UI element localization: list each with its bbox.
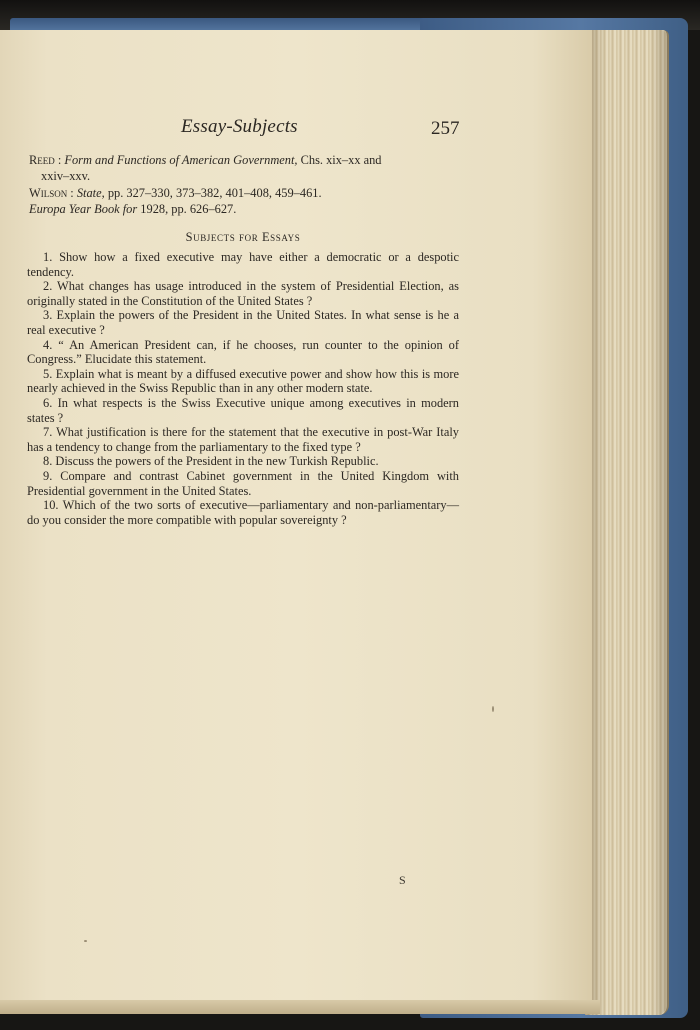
paper-speck	[84, 940, 87, 942]
page-block-shade	[585, 30, 667, 1015]
essay-item: 1. Show how a fixed executive may have either a democratic or a despotic tendency.	[27, 250, 459, 279]
book-page	[0, 30, 592, 1013]
reference-title: State,	[76, 185, 105, 200]
essay-subject-list	[27, 250, 459, 527]
page-number: 257	[431, 118, 460, 139]
reference-list	[29, 152, 461, 217]
running-head	[0, 116, 592, 144]
reference-reed-continued: xxiv–xxv.	[41, 169, 91, 184]
essay-item: 9. Compare and contrast Cabinet government in the United Kingdom with Presidential government in the United States.	[27, 468, 459, 498]
essay-item: 2. What changes has usage introduced in the system of Presidential Election, as originally stated in the Constitution of the United States ?	[27, 279, 459, 308]
essay-item: 7. What justification is there for the statement that the executive in post-War Italy has a tendency to change from the parliamentary to the fixed type ?	[27, 425, 459, 454]
reference-reed	[29, 152, 461, 168]
page-bottom-edge	[0, 1000, 600, 1014]
reference-title: Europa Year Book for	[29, 201, 138, 216]
essay-item: 8. Discuss the powers of the President in the new Turkish Republic.	[43, 454, 379, 469]
signature-mark: S	[399, 873, 406, 887]
essay-item: 4. “ An American President can, if he chooses, run counter to the opinion of Congress.” Elucidate this statement.	[27, 337, 459, 367]
reference-detail: Chs. xix–xx and	[297, 153, 382, 167]
reference-europa	[29, 201, 461, 217]
reference-title: Form and Functions of American Government,	[64, 153, 298, 167]
reference-author: Reed :	[29, 153, 62, 167]
reference-detail: pp. 327–330, 373–382, 401–408, 459–461.	[104, 185, 322, 200]
reference-detail: 1928, pp. 626–627.	[137, 201, 237, 216]
reference-wilson	[29, 185, 461, 201]
paper-speck	[492, 706, 494, 712]
essay-item: 6. In what respects is the Swiss Executive unique among executives in modern states ?	[27, 395, 459, 425]
essay-item: 3. Explain the powers of the President in the United States. In what sense is he a real executive ?	[27, 308, 459, 337]
reference-author: Wilson :	[29, 185, 74, 200]
section-heading: Subjects for Essays	[185, 230, 301, 244]
running-title: Essay-Subjects	[181, 116, 298, 137]
essay-item: 10. Which of the two sorts of executive—parliamentary and non-parliamentary—do you consider the more compatible with popular sovereignty ?	[27, 498, 459, 527]
essay-item: 5. Explain what is meant by a diffused executive power and show how this is more nearly achieved in the Swiss Republic than in any other modern state.	[27, 366, 459, 396]
